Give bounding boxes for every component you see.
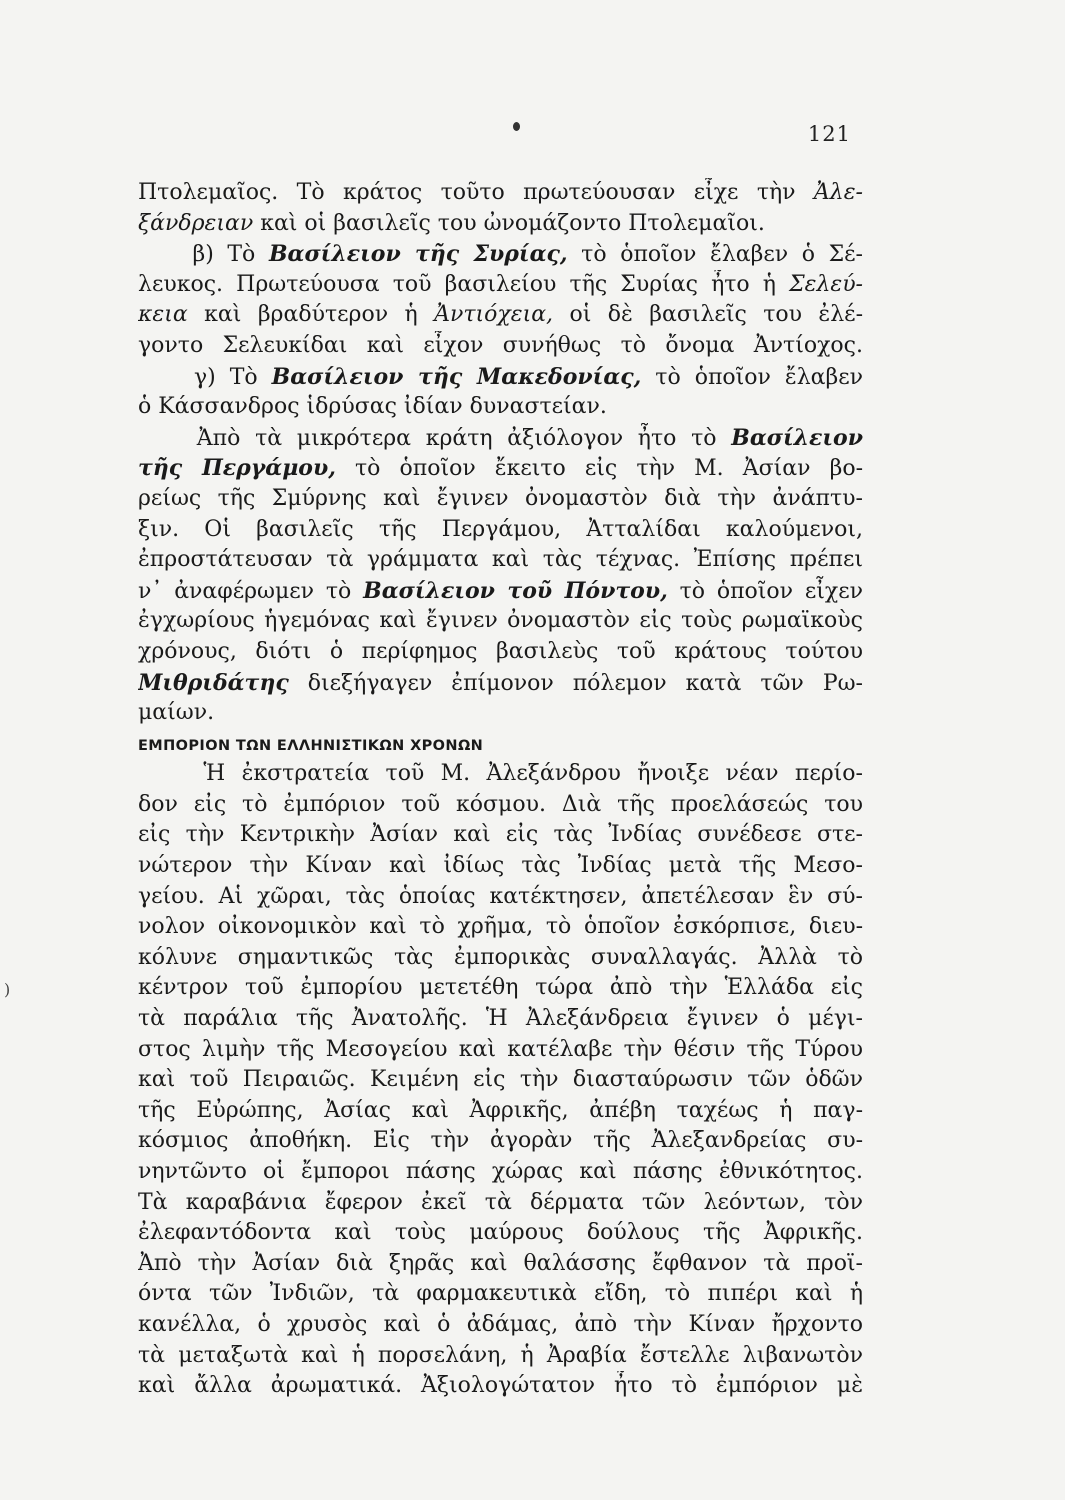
- text-line: ἐπροστάτευσαν τὰ γράμματα καὶ τὰς τέχνας. Ἐπίσης πρέπει: [138, 547, 863, 573]
- name-mithridates: Μιθριδάτης: [138, 669, 289, 696]
- text-line: νολον οἰκονομικὸν καὶ τὸ χρῆμα, τὸ ὁποῖον ἐσκόρπισε, διευ-: [138, 914, 863, 940]
- text-line: ξιν. Οἱ βασιλεῖς τῆς Περγάμου, Ἀτταλίδαι καλούμενοι,: [138, 516, 863, 542]
- page-number: 121: [807, 122, 851, 146]
- text-line: Ἀπὸ τὴν Ἀσίαν διὰ ξηρᾶς καὶ θαλάσσης ἔφθανον τὰ προϊ-: [138, 1250, 863, 1276]
- text-line: λευκος. Πρωτεύουσα τοῦ βασιλείου τῆς Συρίας ἦτο ἡ Σελεύ-: [138, 271, 863, 297]
- kingdom-pergamon: Βασίλειον: [731, 424, 863, 451]
- text-line: β) Τὸ Βασίλειον τῆς Συρίας, τὸ ὁποῖον ἔλαβεν ὁ Σέ-: [192, 241, 863, 268]
- section-heading: ΕΜΠΟΡΙΟΝ ΤΩΝ ΕΛΛΗΝΙΣΤΙΚΩΝ ΧΡΟΝΩΝ: [138, 737, 484, 754]
- text-line: ἐγχωρίους ἡγεμόνας καὶ ἔγινεν ὀνομαστὸν εἰς τοὺς ρωμαϊκοὺς: [138, 608, 863, 634]
- text-line: τῆς Περγάμου, τὸ ὁποῖον ἔκειτο εἰς τὴν Μ. Ἀσίαν βο-: [138, 455, 863, 482]
- text-line: Μιθριδάτης διεξήγαγεν ἐπίμονον πόλεμον κατὰ τῶν Ρω-: [138, 669, 863, 696]
- text-line: κόλυνε σημαντικῶς τὰς ἐμπορικὰς συναλλαγάς. Ἀλλὰ τὸ: [138, 944, 863, 970]
- text-line: χρόνους, διότι ὁ περίφημος βασιλεὺς τοῦ κράτους τούτου: [138, 638, 863, 664]
- kingdom-syria: Βασίλειον τῆς Συρίας,: [268, 241, 568, 268]
- text-line: ρείως τῆς Σμύρνης καὶ ἔγινεν ὀνομαστὸν διὰ τὴν ἀνάπτυ-: [138, 485, 863, 511]
- text-line: κεια καὶ βραδύτερον ἡ Ἀντιόχεια, οἱ δὲ βασιλεῖς του ἐλέ-: [138, 302, 863, 328]
- text-line: γείου. Αἱ χῶραι, τὰς ὁποίας κατέκτησεν, ἀπετέλεσαν ἓν σύ-: [138, 883, 863, 909]
- text-line: καὶ ἄλλα ἀρωματικά. Ἀξιολογώτατον ἦτο τὸ ἐμπόριον μὲ: [138, 1373, 863, 1399]
- kingdom-macedonia: Βασίλειον τῆς Μακεδονίας,: [271, 363, 642, 390]
- text-line: στος λιμὴν τῆς Μεσογείου καὶ κατέλαβε τὴν θέσιν τῆς Τύρου: [138, 1036, 863, 1062]
- ink-dot: [513, 122, 520, 131]
- text-line: ὁ Κάσσανδρος ἱδρύσας ἰδίαν δυναστείαν.: [138, 394, 607, 420]
- body-text: [138, 178, 863, 1402]
- text-line: γοντο Σελευκίδαι καὶ εἶχον συνήθως τὸ ὄνομα Ἀντίοχος.: [138, 332, 863, 358]
- text-line: ξάνδρειαν καὶ οἱ βασιλεῖς του ὠνομάζοντο Πτολεμαῖοι.: [138, 210, 765, 236]
- text-line: νηντῶντο οἱ ἔμποροι πάσης χώρας καὶ πάσης ἐθνικότητος.: [138, 1159, 863, 1184]
- text-line: νώτερον τὴν Κίναν καὶ ἰδίως τὰς Ἰνδίας μετὰ τῆς Μεσο-: [138, 853, 863, 879]
- text-line: εἰς τὴν Κεντρικὴν Ἀσίαν καὶ εἰς τὰς Ἰνδίας συνέδεσε στε-: [138, 822, 863, 848]
- text-line: κέντρον τοῦ ἐμπορίου μετετέθη τώρα ἀπὸ τὴν Ἑλλάδα εἰς: [138, 975, 863, 1001]
- text-line: κόσμιος ἀποθήκη. Εἰς τὴν ἀγορὰν τῆς Ἀλεξανδρείας συ-: [138, 1128, 863, 1154]
- text-line: Ἡ ἐκστρατεία τοῦ Μ. Ἀλεξάνδρου ἤνοιξε νέαν περίο-: [203, 761, 863, 787]
- text-line: τὰ παράλια τῆς Ἀνατολῆς. Ἡ Ἀλεξάνδρεια ἔγινεν ὁ μέγι-: [138, 1006, 863, 1032]
- text-line: Τὰ καραβάνια ἔφερον ἐκεῖ τὰ δέρματα τῶν λεόντων, τὸν: [138, 1189, 863, 1215]
- margin-mark: ): [4, 980, 11, 999]
- text-line: Ἀπὸ τὰ μικρότερα κράτη ἀξιόλογον ἦτο τὸ Βασίλειον: [196, 424, 863, 451]
- text-line: καὶ τοῦ Πειραιῶς. Κειμένη εἰς τὴν διασταύρωσιν τῶν ὁδῶν: [138, 1067, 863, 1093]
- text-line: ν᾿ ἀναφέρωμεν τὸ Βασίλειον τοῦ Πόντου, τὸ ὁποῖον εἶχεν: [138, 577, 863, 604]
- text-line: τὰ μεταξωτὰ καὶ ἡ πορσελάνη, ἡ Ἀραβία ἔστελλε λιβανωτὸν: [138, 1342, 863, 1368]
- text-line: τῆς Εὐρώπης, Ἀσίας καὶ Ἀφρικῆς, ἀπέβη ταχέως ἡ παγ-: [138, 1097, 863, 1123]
- text-line: γ) Τὸ Βασίλειον τῆς Μακεδονίας, τὸ ὁποῖον ἔλαβεν: [193, 363, 863, 390]
- kingdom-pontus: Βασίλειον τοῦ Πόντου,: [363, 577, 668, 604]
- text-line: κανέλλα, ὁ χρυσὸς καὶ ὁ ἀδάμας, ἀπὸ τὴν Κίναν ἤρχοντο: [138, 1311, 863, 1337]
- text-line: μαίων.: [138, 700, 215, 726]
- text-line: δον εἰς τὸ ἐμπόριον τοῦ κόσμου. Διὰ τῆς προελάσεώς του: [138, 791, 863, 817]
- text-line: όντα τῶν Ἰνδιῶν, τὰ φαρμακευτικὰ εἴδη, τὸ πιπέρι καὶ ἡ: [138, 1281, 863, 1307]
- text-line: Πτολεμαῖος. Τὸ κράτος τοῦτο πρωτεύουσαν εἶχε τὴν Ἀλε-: [138, 180, 863, 205]
- text-line: ἐλεφαντόδοντα καὶ τοὺς μαύρους δούλους τῆς Ἀφρικῆς.: [138, 1220, 863, 1246]
